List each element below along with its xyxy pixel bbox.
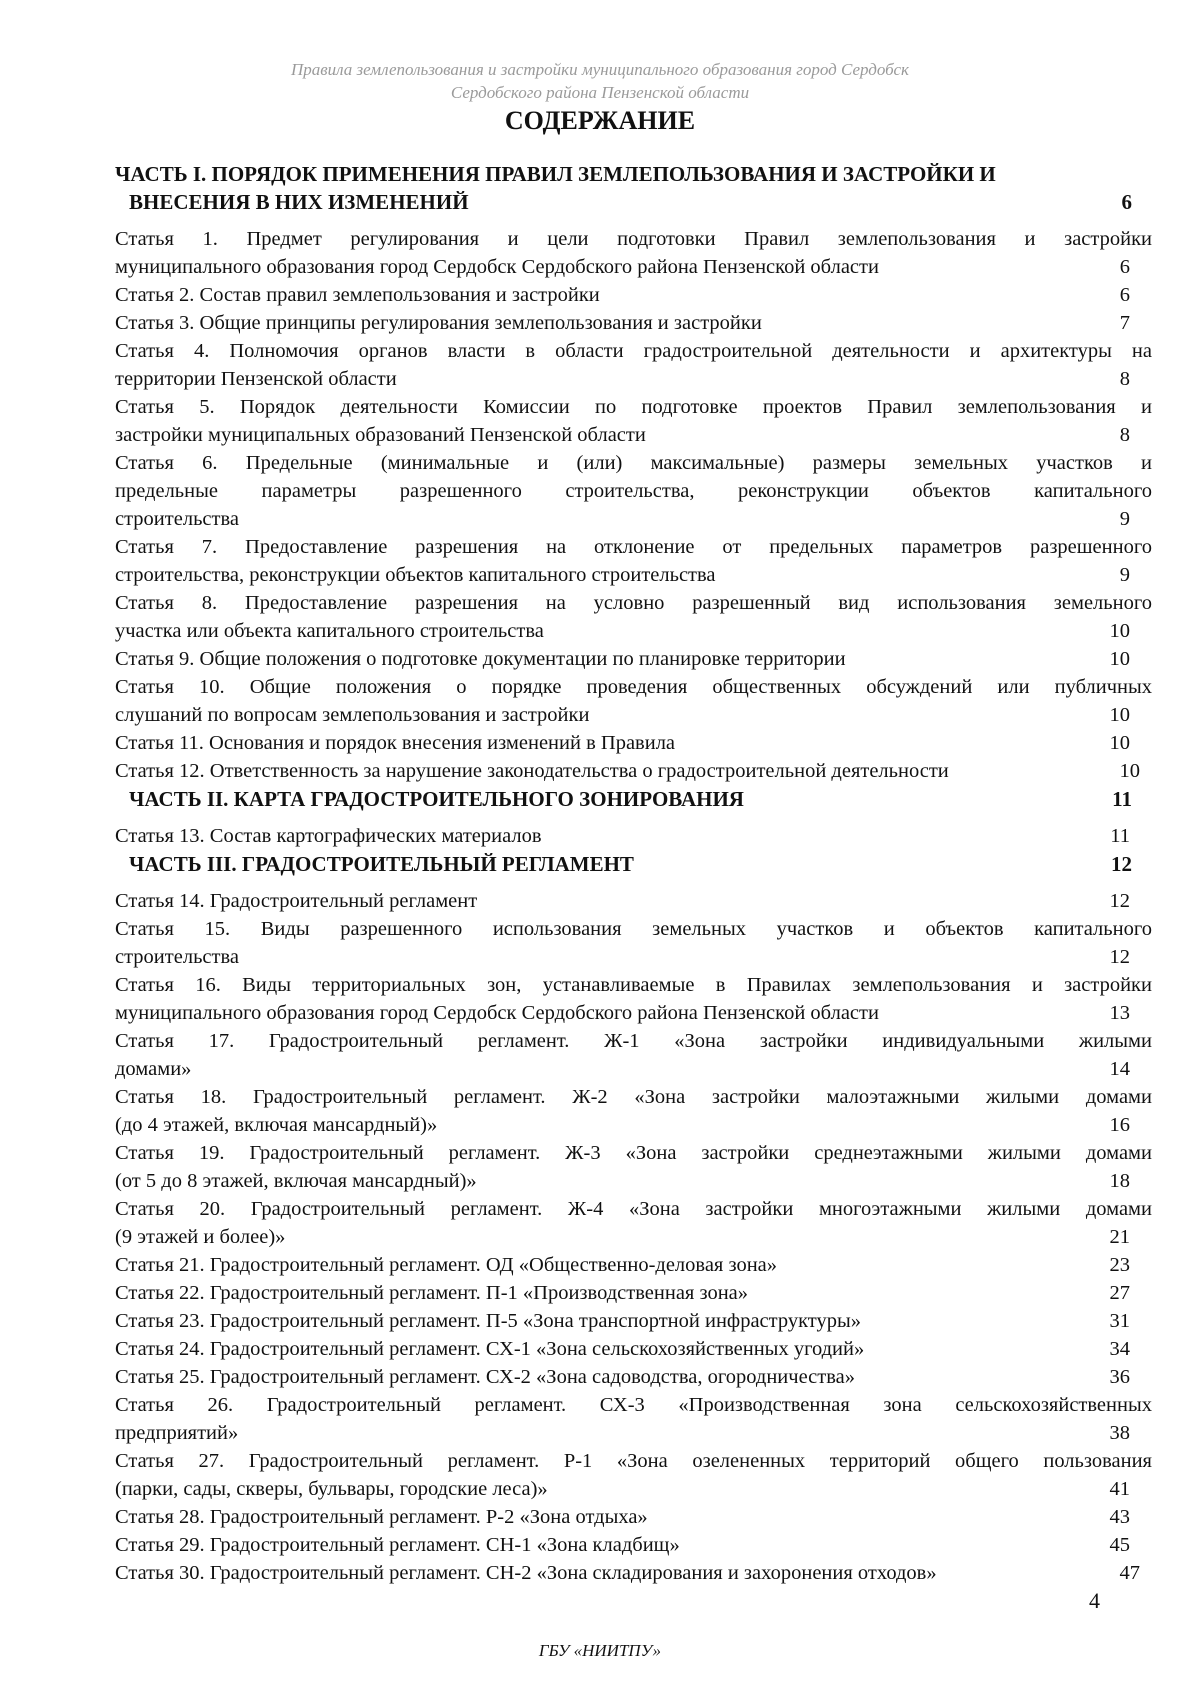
toc-entry-last-line [115,1475,1152,1503]
toc-entry-title-tail: застройки муниципальных образований Пензенской области [115,424,646,446]
toc-entry-title-tail: участка или объекта капитального строительства [115,620,544,642]
toc-page-number: 47 [1119,1562,1140,1584]
toc-part-title: ЧАСТЬ II. КАРТА ГРАДОСТРОИТЕЛЬНОГО ЗОНИРОВАНИЯ [129,787,744,811]
toc-entry-last-line [115,1111,1152,1139]
toc-entry [115,971,1152,1027]
page-number: 4 [1089,1588,1100,1613]
toc-entry-title: Статья 6. Предельные (минимальные и (или) максимальные) размеры земельных участков и [115,452,1152,474]
toc-entry-title: Статья 17. Градостроительный регламент. Ж-1 «Зона застройки индивидуальными жилыми [115,1030,1152,1052]
toc-part-title-continued [115,188,1152,216]
toc-entry-title-tail: домами» [115,1058,192,1080]
toc-entry [115,1559,1152,1587]
toc-entry-title-tail: строительства [115,946,239,968]
toc-entry [115,887,1152,915]
toc-entry [115,1083,1152,1139]
toc-part-title: ЧАСТЬ I. ПОРЯДОК ПРИМЕНЕНИЯ ПРАВИЛ ЗЕМЛЕПОЛЬЗОВАНИЯ И ЗАСТРОЙКИ И [115,162,996,186]
toc-entry [115,449,1152,533]
toc-entry-title: Статья 30. Градостроительный регламент. СН-2 «Зона складирования и захоронения отходов» [115,1562,937,1584]
toc-entry [115,309,1152,337]
toc-entry-title: Статья 19. Градостроительный регламент. Ж-3 «Зона застройки среднеэтажными жилыми домами [115,1142,1152,1164]
toc-entry [115,915,1152,971]
toc-entry-title: Статья 5. Порядок деятельности Комиссии по подготовке проектов Правил землепользования и [115,396,1152,418]
toc-entry-title: Статья 27. Градостроительный регламент. Р-1 «Зона озелененных территорий общего пользования [115,1450,1152,1472]
toc-entry-last-line [115,1419,1152,1447]
toc-entry-last-line [115,421,1152,449]
toc-entry [115,1363,1152,1391]
toc-entry [115,1335,1152,1363]
toc-part-heading [115,850,1152,878]
toc-entry [115,393,1152,449]
toc-page-number: 12 [1111,852,1132,876]
running-header [0,58,1200,104]
toc-page-number: 18 [1109,1170,1130,1192]
toc-entry [115,1251,1152,1279]
toc-page-number: 11 [1110,825,1130,847]
toc-entry-title: Статья 24. Градостроительный регламент. СХ-1 «Зона сельскохозяйственных угодий» [115,1338,865,1360]
toc-page-number: 10 [1119,760,1140,782]
toc-entry-title: Статья 18. Градостроительный регламент. Ж-2 «Зона застройки малоэтажными жилыми домами [115,1086,1152,1108]
toc-entry-title: Статья 4. Полномочия органов власти в области градостроительной деятельности и архитектуры на [115,340,1152,362]
toc-page-number: 6 [1121,190,1132,214]
toc-page-number: 6 [1119,284,1130,306]
running-header-line-1: Правила землепользования и застройки муниципального образования город Сердобск [290,60,909,79]
toc-page-number: 8 [1119,368,1130,390]
toc-page-number: 14 [1109,1058,1130,1080]
toc-page-number: 31 [1109,1310,1130,1332]
toc-entry-last-line [115,617,1152,645]
toc-page-number: 6 [1119,256,1130,278]
toc-part-heading [115,785,1152,813]
toc-entry-title: Статья 9. Общие положения о подготовке документации по планировке территории [115,648,846,670]
toc-entry-title: Статья 29. Градостроительный регламент. СН-1 «Зона кладбищ» [115,1534,680,1556]
toc-entry-title-tail: (до 4 этажей, включая мансардный)» [115,1114,438,1136]
toc-entry-last-line [115,561,1152,589]
toc-entry [115,533,1152,589]
toc-entry-title-tail: предприятий» [115,1422,239,1444]
toc-entry-last-line [115,365,1152,393]
toc-entry-last-line [115,999,1152,1027]
toc-entry-title-tail: (от 5 до 8 этажей, включая мансардный)» [115,1170,477,1192]
toc-page-number: 45 [1109,1534,1130,1556]
toc-entry-title: Статья 16. Виды территориальных зон, устанавливаемые в Правилах землепользования и застройки [115,974,1152,996]
toc-entry [115,1447,1152,1503]
toc-entry-title-tail: муниципального образования город Сердобск Сердобского района Пензенской области [115,256,879,278]
toc-entry-title: Статья 26. Градостроительный регламент. СХ-3 «Производственная зона сельскохозяйственных [115,1394,1152,1416]
page-title: СОДЕРЖАНИЕ [504,106,696,135]
toc-entry-title: Статья 28. Градостроительный регламент. Р-2 «Зона отдыха» [115,1506,648,1528]
toc-page-number: 43 [1109,1506,1130,1528]
toc-page-number: 10 [1109,648,1130,670]
toc-entry-title: Статья 1. Предмет регулирования и цели подготовки Правил землепользования и застройки [115,228,1152,250]
toc-entry-title: Статья 7. Предоставление разрешения на отклонение от предельных параметров разрешенного [115,536,1152,558]
toc-entry-title: Статья 3. Общие принципы регулирования землепользования и застройки [115,312,762,334]
toc-page-number: 12 [1109,946,1130,968]
toc-entry-title: Статья 12. Ответственность за нарушение законодательства о градостроительной деятельности [115,760,949,782]
footer: ГБУ «НИИТПУ» [538,1641,662,1660]
toc-page-number: 16 [1109,1114,1130,1136]
toc-part-title-tail: ВНЕСЕНИЯ В НИХ ИЗМЕНЕНИЙ [129,190,469,214]
toc-entry [115,225,1152,281]
toc-entry-title-tail: строительства [115,508,239,530]
toc-entry-last-line [115,505,1152,533]
toc-entry [115,589,1152,645]
toc-page-number: 41 [1109,1478,1130,1500]
toc-page-number: 7 [1119,312,1130,334]
toc-entry-title: Статья 23. Градостроительный регламент. П-5 «Зона транспортной инфраструктуры» [115,1310,861,1332]
toc-entry-title: Статья 2. Состав правил землепользования и застройки [115,284,600,306]
toc-page-number: 10 [1109,620,1130,642]
toc-page-number: 36 [1109,1366,1130,1388]
toc-entry-title: Статья 15. Виды разрешенного использования земельных участков и объектов капитального [115,918,1152,940]
toc-entry-title: Статья 14. Градостроительный регламент [115,890,478,912]
toc-part-title: ЧАСТЬ III. ГРАДОСТРОИТЕЛЬНЫЙ РЕГЛАМЕНТ [129,852,634,876]
toc-part-heading [115,160,1152,216]
toc-entry-title-tail: строительства, реконструкции объектов капитального строительства [115,564,716,586]
toc-entry [115,1279,1152,1307]
toc-page-number: 38 [1109,1422,1130,1444]
toc-part-row [115,785,1152,813]
toc-entry-title: Статья 25. Градостроительный регламент. СХ-2 «Зона садоводства, огородничества» [115,1366,856,1388]
toc-entry-last-line [115,1223,1152,1251]
toc-entry [115,822,1152,850]
toc-entry-last-line [115,943,1152,971]
toc-entry [115,645,1152,673]
toc-entry [115,281,1152,309]
toc-page-number: 8 [1119,424,1130,446]
toc-entry-title-continued: предельные параметры разрешенного строительства, реконструкции объектов капитального [115,480,1152,502]
toc-entry [115,729,1152,757]
toc-entry-title: Статья 10. Общие положения о порядке проведения общественных обсуждений или публичных [115,676,1152,698]
toc-entry-title-tail: слушаний по вопросам землепользования и застройки [115,704,590,726]
toc-page-number: 10 [1109,704,1130,726]
toc-entry [115,1503,1152,1531]
toc-entry-title-tail: муниципального образования город Сердобск Сердобского района Пензенской области [115,1002,879,1024]
toc-entry-title: Статья 21. Градостроительный регламент. ОД «Общественно-деловая зона» [115,1254,778,1276]
toc-entry [115,1531,1152,1559]
toc-entry-title: Статья 22. Градостроительный регламент. П-1 «Производственная зона» [115,1282,749,1304]
toc-part-row [115,850,1152,878]
toc-entry-last-line [115,1167,1152,1195]
toc-entry-last-line [115,1055,1152,1083]
toc-entry-last-line [115,253,1152,281]
toc-page-number: 13 [1109,1002,1130,1024]
toc-page-number: 34 [1109,1338,1130,1360]
toc-entry-title: Статья 11. Основания и порядок внесения изменений в Правила [115,732,676,754]
toc-entry [115,1391,1152,1447]
running-header-line-2: Сердобского района Пензенской области [450,83,750,102]
toc-page-number: 9 [1119,508,1130,530]
toc-entry-title: Статья 20. Градостроительный регламент. Ж-4 «Зона застройки многоэтажными жилыми домами [115,1198,1152,1220]
toc-entry-title-tail: территории Пензенской области [115,368,397,390]
toc-page-number: 23 [1109,1254,1130,1276]
toc-entry [115,1307,1152,1335]
toc-page-number: 9 [1119,564,1130,586]
toc-entry [115,1195,1152,1251]
toc-page-number: 10 [1109,732,1130,754]
toc-page-number: 27 [1109,1282,1130,1304]
toc-entry-title: Статья 13. Состав картографических материалов [115,825,542,847]
toc-page-number: 12 [1109,890,1130,912]
toc-entry [115,1139,1152,1195]
toc-page-number: 21 [1109,1226,1130,1248]
toc-entry-title-tail: (парки, сады, скверы, бульвары, городские леса)» [115,1478,548,1500]
toc-entry-last-line [115,701,1152,729]
toc-entry [115,1027,1152,1083]
toc-entry [115,673,1152,729]
toc-entry [115,337,1152,393]
toc-entry-title-tail: (9 этажей и более)» [115,1226,286,1248]
toc-entry [115,757,1152,785]
table-of-contents [115,160,1152,1587]
toc-entry-title: Статья 8. Предоставление разрешения на условно разрешенный вид использования земельного [115,592,1152,614]
toc-page-number: 11 [1112,787,1132,811]
